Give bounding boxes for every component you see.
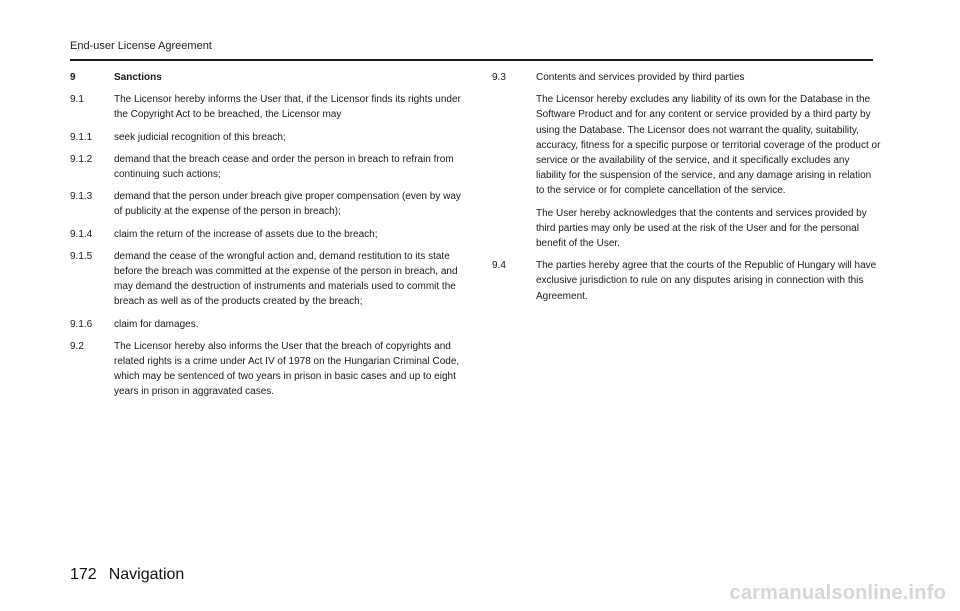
section-number: 9 — [70, 72, 76, 83]
clause-text: demand that the breach cease and order the person in breach to refrain from continuing such actions; — [114, 153, 454, 181]
clause-number: 9.3 — [492, 72, 506, 83]
clause-9-3 — [492, 70, 882, 85]
clause-text: The Licensor hereby also informs the User that the breach of copyrights and related rights is a crime under Act IV of 1978 on the Hungarian Criminal Code, which may be sentenced of two years in prison in basic cases and up to eight years in prison in aggravated cases. — [114, 340, 460, 398]
clause-number: 9.1.5 — [70, 250, 93, 262]
clause-text: seek judicial recognition of this breach; — [114, 131, 286, 143]
clause-9-1-4 — [70, 227, 465, 242]
clause-paragraph: The User hereby acknowledges that the contents and services provided by third parties may only be used at the risk of the User and for the personal benefit of the User. — [536, 207, 867, 250]
clause-number: 9.2 — [70, 340, 84, 352]
section-heading — [70, 70, 465, 85]
right-column — [492, 70, 882, 311]
clause-number: 9.1.1 — [70, 131, 93, 143]
page-number: 172 — [70, 566, 97, 583]
clause-text: The parties hereby agree that the courts of the Republic of Hungary will have exclusive jurisdiction to rule on any disputes arising in connection with this Agreement. — [536, 260, 877, 302]
clause-9-1-1 — [70, 130, 465, 145]
clause-heading: Contents and services provided by third parties — [536, 72, 745, 83]
footer-section: Navigation — [108, 566, 185, 583]
clause-paragraph: The Licensor hereby excludes any liability of its own for the Database in the Software Product and for any content or service provided by a third party by using the Database. The Licensor does not warrant the quality, suitability, accuracy, fitness for a specific purpose or territorial coverage of the product or service or the availability of the service, and it specifically excludes any liability for the suspension of the service, and any damage arising in relation to the service or for complete cancellation of the service. — [536, 94, 881, 197]
clause-number: 9.4 — [492, 260, 506, 272]
clause-text: demand the cease of the wrongful action and, demand restitution to its state before the breach was committed at the expense of the person in breach, and may demand the destruction of instruments and materials used to commit the breach as well as of the products created by the breach; — [114, 250, 458, 308]
clause-9-1-6 — [70, 317, 465, 332]
clause-number: 9.1.4 — [70, 228, 93, 240]
left-column — [70, 70, 465, 407]
clause-9-4 — [492, 258, 882, 304]
watermark: carmanualsonline.info — [729, 582, 946, 604]
clause-9-1-3 — [70, 189, 465, 219]
clause-number: 9.1 — [70, 94, 84, 106]
clause-text: claim the return of the increase of assets due to the breach; — [114, 228, 378, 240]
page-footer — [70, 566, 184, 584]
clause-text: demand that the person under breach give proper compensation (even by way of publicity at the expense of the person in breach); — [114, 191, 461, 218]
clause-number: 9.1.2 — [70, 153, 93, 165]
clause-number: 9.1.3 — [70, 191, 93, 203]
clause-9-2 — [70, 339, 465, 400]
clause-number: 9.1.6 — [70, 318, 93, 330]
section-title: Sanctions — [114, 72, 162, 83]
header-rule — [70, 59, 873, 61]
clause-9-1-5 — [70, 249, 465, 310]
clause-text: claim for damages. — [114, 318, 199, 330]
clause-text: The Licensor hereby informs the User that, if the Licensor finds its rights under the Copyright Act to be breached, the Licensor may — [114, 94, 461, 121]
clause-9-1-2 — [70, 152, 465, 182]
clause-9-1 — [70, 92, 465, 122]
running-header: End-user License Agreement — [70, 40, 212, 52]
